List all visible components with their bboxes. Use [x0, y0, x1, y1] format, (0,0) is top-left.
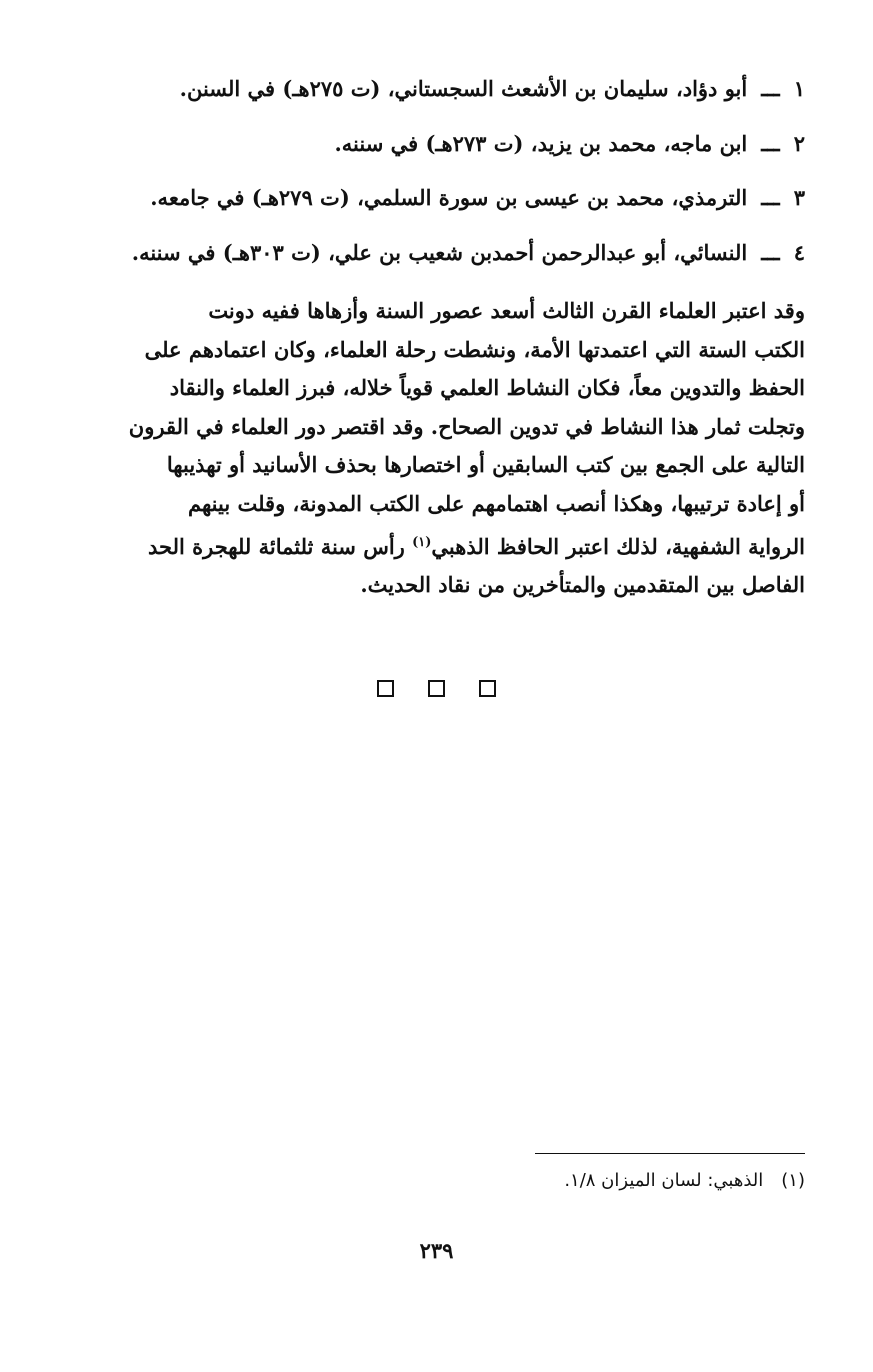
- list-item: [150, 183, 805, 213]
- page-number: ٢٣٩: [419, 1238, 454, 1263]
- footnote-reference[interactable]: (١): [412, 534, 432, 550]
- list-item-text: الترمذي، محمد بن عيسى بن سورة السلمي، (ت ٢٧٩هـ) في جامعه.: [150, 185, 748, 210]
- list-item-dash: ـــ: [761, 76, 780, 101]
- paragraph-line: الحفظ والتدوين معاً، فكان النشاط العلمي قوياً خلاله، فبرز العلماء والنقاد: [169, 375, 805, 401]
- paragraph-line: التالية على الجمع بين كتب السابقين أو اختصارها بحذف الأسانيد أو تهذيبها: [166, 452, 805, 478]
- list-item-number: ٤: [793, 240, 805, 265]
- list-item-dash: ـــ: [761, 240, 780, 265]
- square-ornament-icon: [428, 680, 445, 697]
- list-item-dash: ـــ: [761, 185, 780, 210]
- paragraph-line: [112, 524, 805, 567]
- paragraph-text: الرواية الشفهية، لذلك اعتبر الحافظ الذهبي: [431, 533, 805, 559]
- footnote: [564, 1170, 805, 1191]
- footnote-text: الذهبي: لسان الميزان ١/٨.: [564, 1170, 764, 1191]
- list-item-number: ١: [793, 76, 805, 101]
- paragraph-line: أو إعادة ترتيبها، وهكذا أنصب اهتمامهم على الكتب المدونة، وقلت بينهم: [188, 490, 805, 516]
- footnote-number: (١): [781, 1170, 805, 1191]
- square-ornament-icon: [479, 680, 496, 697]
- footnote-divider: [535, 1153, 805, 1154]
- list-item-dash: ـــ: [761, 131, 780, 156]
- list-item-text: ابن ماجه، محمد بن يزيد، (ت ٢٧٣هـ) في سننه.: [334, 131, 748, 156]
- paragraph-line: الفاصل بين المتقدمين والمتأخرين من نقاد الحديث.: [360, 572, 805, 598]
- list-item: [334, 129, 805, 159]
- paragraph-line: وقد اعتبر العلماء القرن الثالث أسعد عصور السنة وأزهاها ففيه دونت: [208, 298, 805, 323]
- list-item-number: ٢: [793, 131, 805, 156]
- body-paragraph: [112, 292, 805, 605]
- list-item-number: ٣: [793, 185, 805, 210]
- list-item: [132, 238, 805, 268]
- list-item: [180, 74, 805, 104]
- paragraph-line: وتجلت ثمار هذا النشاط في تدوين الصحاح. وقد اقتصر دور العلماء في القرون: [128, 413, 805, 439]
- list-item-text: أبو دؤاد، سليمان بن الأشعث السجستاني، (ت ٢٧٥هـ) في السنن.: [179, 76, 748, 101]
- section-separator: [0, 680, 873, 697]
- square-ornament-icon: [377, 680, 394, 697]
- paragraph-text: رأس سنة ثلثمائة للهجرة الحد: [148, 533, 413, 559]
- list-item-text: النسائي، أبو عبدالرحمن أحمدبن شعيب بن علي، (ت ٣٠٣هـ) في سننه.: [131, 240, 748, 265]
- paragraph-line: الكتب الستة التي اعتمدتها الأمة، ونشطت رحلة العلماء، وكان اعتمادهم على: [144, 336, 805, 362]
